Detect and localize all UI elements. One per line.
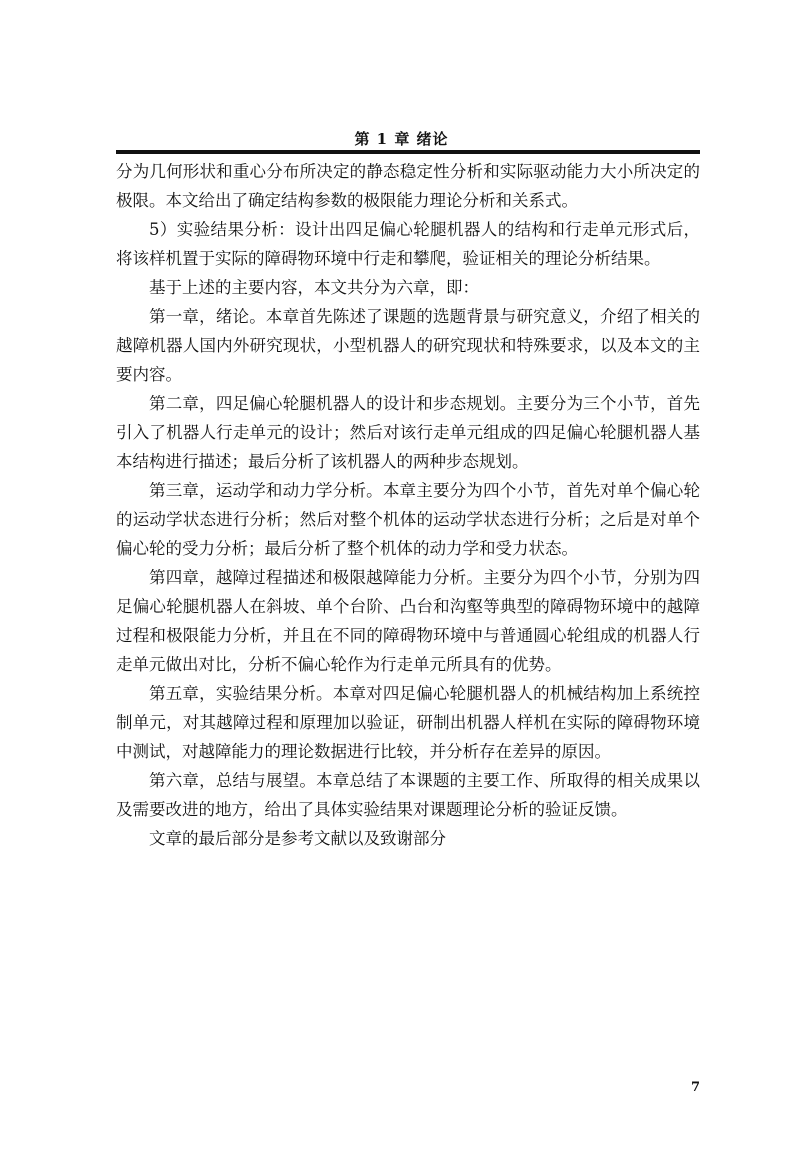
paragraph-5: 第二章，四足偏心轮腿机器人的设计和步态规划。主要分为三个小节，首先引入了机器人行走单元的设计；然后对该行走单元组成的四足偏心轮腿机器人基本结构进行描述；最后分析了该机器人的两种步态规划。 bbox=[116, 394, 700, 471]
paragraph-9: 第六章，总结与展望。本章总结了本课题的主要工作、所取得的相关成果以及需要改进的地方，给出了具体实验结果对课题理论分析的验证反馈。 bbox=[116, 771, 700, 819]
paragraph-1: 分为几何形状和重心分布所决定的静态稳定性分析和实际驱动能力大小所决定的极限。本文给出了确定结构参数的极限能力理论分析和关系式。 bbox=[116, 162, 700, 210]
paragraph-3: 基于上述的主要内容，本文共分为六章，即： bbox=[149, 278, 479, 297]
paragraph-7: 第四章，越障过程描述和极限越障能力分析。主要分为四个小节，分别为四足偏心轮腿机器人在斜坡、单个台阶、凸台和沟壑等典型的障碍物环境中的越障过程和极限能力分析，并且在不同的障碍物环境中与普通圆心轮组成的机器人行走单元做出对比，分析不偏心轮作为行走单元所具有的优势。 bbox=[116, 568, 700, 674]
paragraph-8: 第五章，实验结果分析。本章对四足偏心轮腿机器人的机械结构加上系统控制单元，对其越障过程和原理加以验证，研制出机器人样机在实际的障碍物环境中测试，对越障能力的理论数据进行比较，并分析存在差异的原因。 bbox=[116, 684, 700, 761]
body-text bbox=[116, 157, 700, 853]
paragraph-2: 5）实验结果分析：设计出四足偏心轮腿机器人的结构和行走单元形式后，将该样机置于实际的障碍物环境中行走和攀爬，验证相关的理论分析结果。 bbox=[116, 220, 700, 268]
paragraph-10: 文章的最后部分是参考文献以及致谢部分 bbox=[149, 829, 446, 848]
header-rule bbox=[116, 150, 700, 154]
paragraph-6: 第三章，运动学和动力学分析。本章主要分为四个小节，首先对单个偏心轮的运动学状态进行分析；然后对整个机体的运动学状态进行分析；之后是对单个偏心轮的受力分析；最后分析了整个机体的动力学和受力状态。 bbox=[116, 481, 700, 558]
running-header: 第 1 章 绪论 bbox=[354, 130, 449, 148]
paragraph-4: 第一章，绪论。本章首先陈述了课题的选题背景与研究意义，介绍了相关的越障机器人国内外研究现状，小型机器人的研究现状和特殊要求，以及本文的主要内容。 bbox=[116, 307, 700, 384]
page-number: 7 bbox=[690, 1080, 700, 1095]
